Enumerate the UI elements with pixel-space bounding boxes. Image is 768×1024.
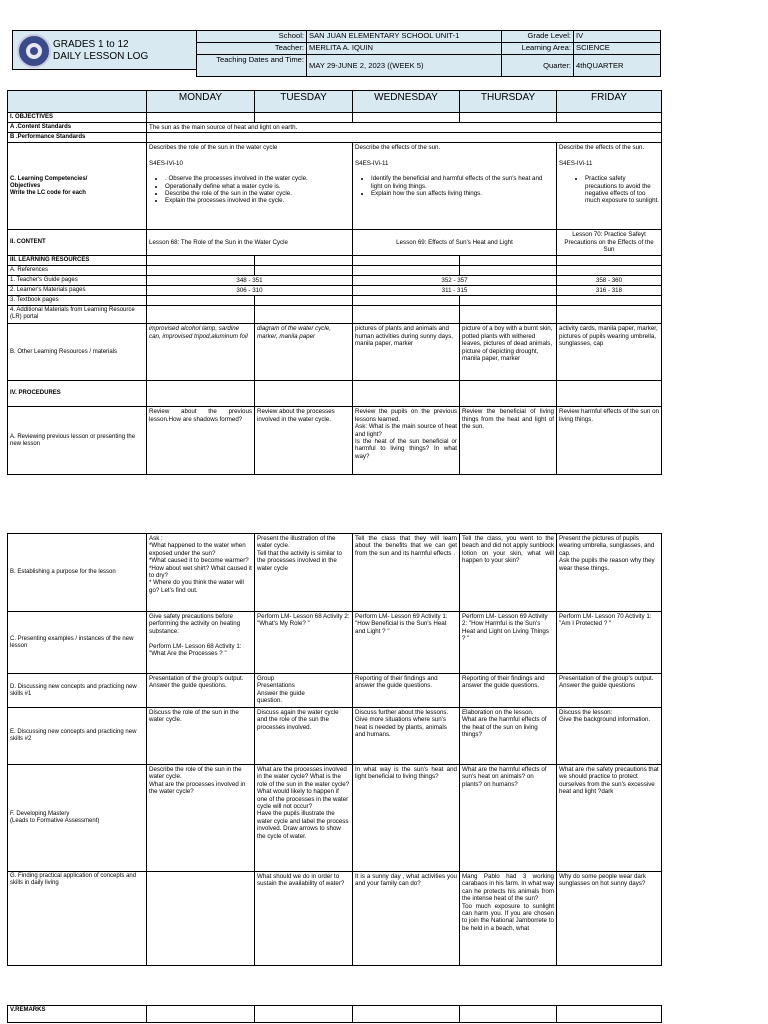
- tg-pages-wed-thu: 352 - 357: [353, 275, 557, 285]
- proc-e-fri: Discuss the lesson: Give the background information.: [557, 708, 662, 765]
- proc-f-wed: In what way is the sun's heat and light beneficial to living things?: [353, 765, 460, 872]
- competency-bullet: • Describe the role of the sun in the water cycle.: [165, 190, 350, 197]
- proc-c-mon: Give safety precautions before performing the activity on heating substance: Perform LM- Lesson 68 Activity 1: "What Are the Processes ? ": [147, 612, 255, 674]
- resources-heading: III. LEARNING RESOURCES: [8, 255, 147, 265]
- objectives-heading: I. OBJECTIVES: [8, 113, 147, 123]
- content-wed-thu: Lesson 69: Effects of Sun's Heat and Light: [353, 230, 557, 255]
- dates-value: MAY 29-JUNE 2, 2023 ((WEEK 5): [307, 55, 502, 77]
- area-label: Learning Area:: [502, 43, 574, 55]
- proc-a-label: A. Reviewing previous lesson or presenting the new lesson: [8, 407, 147, 475]
- proc-d-fri: Presentation of the group's output. Answer the guide questions: [557, 674, 662, 708]
- proc-d-thu: Reporting of their findings and answer the guide questions.: [460, 674, 557, 708]
- proc-c-wed: Perform LM- Lesson 69 Activity 1: "How Beneficial is the Sun's Heat and Light ? ": [353, 612, 460, 674]
- lm-pages-mon-tue: 306 - 310: [147, 286, 353, 296]
- proc-e-label: E. Discussing new concepts and practicing new skills #2: [8, 708, 147, 765]
- proc-g-thu: Mang Pablo had 3 working carabaos in his farm. In what way can he protects his animals from the intense heat of the sun? Too much exposure to sunlight can harm you. If you are chosen to join the National Jamborrete to be held in a beach, what: [460, 872, 557, 966]
- title-line-2: DAILY LESSON LOG: [53, 51, 149, 62]
- competency-code: S4ES-IVi-10: [149, 159, 183, 167]
- proc-e-tue: Discuss again the water cycle and the role of the sun the processes involved.: [255, 708, 353, 765]
- proc-b-thu: Tell the class, you went to the beach and did not apply sunblock lotion on your skin, what will happen to your skin?: [460, 534, 557, 612]
- competencies-label: C. Learning Competencies/ Objectives Write the LC code for each: [8, 143, 147, 230]
- proc-g-fri: Why do some people wear dark sunglasses on hot sunny days?: [557, 872, 662, 966]
- competency-desc: Describe the effects of the sun.: [559, 144, 645, 152]
- other-resources-wed: pictures of plants and animals and human activities during sunny days, manila paper, marker: [353, 324, 460, 381]
- grade-value: IV: [574, 31, 661, 43]
- tg-pages-mon-tue: 348 - 351: [147, 275, 353, 285]
- lesson-log-table-part2: [7, 533, 662, 966]
- proc-f-thu: What are the harmful effects of sun's heat on animals? on plants? on humans?: [460, 765, 557, 872]
- day-header-wednesday: WEDNESDAY: [353, 91, 460, 113]
- competency-code: S4ES-IVi-11: [559, 159, 593, 167]
- title-line-1: GRADES 1 to 12: [53, 39, 129, 50]
- quarter-label: Quarter:: [502, 55, 574, 77]
- other-resources-label: B. Other Learning Resources / materials: [8, 324, 147, 381]
- competency-bullet: • Explain the processes involved in the cycle.: [165, 197, 350, 204]
- content-label: II. CONTENT: [8, 230, 147, 255]
- proc-d-mon: Presentation of the group's output. Answer the guide questions.: [147, 674, 255, 708]
- header-info-table: [196, 30, 661, 77]
- content-standards-label: A .Content Standards: [8, 123, 147, 133]
- competency-bullet: • . Observe the processes involved in the water cycle.: [165, 175, 350, 182]
- other-resources-tue: diagram of the water cycle, marker, manila paper: [255, 324, 353, 381]
- content-mon-tue: Lesson 68: The Role of the Sun in the Water Cycle: [147, 230, 353, 255]
- procedures-heading: IV. PROCEDURES: [8, 381, 147, 407]
- competency-bullet: • Explain how the sun affects living things.: [371, 190, 554, 197]
- teacher-label: Teacher:: [197, 43, 307, 55]
- day-header-tuesday: TUESDAY: [255, 91, 353, 113]
- proc-a-thu: Review the beneficial of living things from the heat and light of the sun.: [460, 407, 557, 475]
- proc-c-fri: Perform LM- Lesson 70 Activity 1: "Am I Protected ? ": [557, 612, 662, 674]
- other-resources-thu: picture of a boy with a burnt skin, potted plants with withered leaves, pictures of dead animals, picture of depicting drought, manila paper, marker: [460, 324, 557, 381]
- proc-d-wed: Reporting of their findings and answer the guide questions.: [353, 674, 460, 708]
- additional-materials-label: 4. Additional Materials from Learning Resource (LR) portal: [8, 306, 147, 324]
- teacher-value: MERLITA A. IQUIN: [307, 43, 502, 55]
- competency-bullet: • Practice safety precautions to avoid the negative effects of too much exposure to sunlight.: [585, 175, 659, 205]
- competencies-fri: [557, 143, 662, 230]
- proc-d-label: D. Discussing new concepts and practicing new skills #1: [8, 674, 147, 708]
- area-value: SCIENCE: [574, 43, 661, 55]
- lm-pages-fri: 316 - 318: [557, 286, 662, 296]
- proc-g-label: G. Finding practical application of concepts and skills in daily living: [8, 872, 147, 966]
- day-header-thursday: THURSDAY: [460, 91, 557, 113]
- references-label: A. References: [8, 265, 147, 275]
- competency-desc: Describe the effects of the sun.: [355, 144, 441, 152]
- proc-b-fri: Present the pictures of pupils wearing umbrella, sunglasses, and cap. Ask the pupils the reason why they wear these things.: [557, 534, 662, 612]
- proc-b-mon: Ask : *What happened to the water when exposed under the sun? *What caused it to become warmer? *How about wet shirt? What caused it to dry? * Where do you think the water will go? Let's find out.: [147, 534, 255, 612]
- proc-a-tue: Review about the processes involved in the water cycle.: [255, 407, 353, 475]
- tg-pages-fri: 358 - 360: [557, 275, 662, 285]
- textbook-pages-label: 3. Textbook pages: [8, 296, 147, 306]
- remarks-label: V.REMARKS: [8, 1006, 147, 1023]
- proc-c-thu: Perform LM- Lesson 69 Activity 2: "How Harmful is the Sun's Heat and Light on Living Things ? ": [460, 612, 557, 674]
- proc-b-tue: Present the illustration of the water cycle. Tell that the activity is similar to the processes involved in the water cycle: [255, 534, 353, 612]
- proc-b-wed: Tell the class that they will learn about the benefits that we can get from the sun and its harmful effects .: [353, 534, 460, 612]
- proc-b-label: B. Establishing a purpose for the lesson: [8, 534, 147, 612]
- proc-e-thu: Elaboration on the lesson. What are the harmful effects of the heat of the sun on living things?: [460, 708, 557, 765]
- proc-a-wed: Review the pupils on the previous lessons learned. Ask: What is the main source of heat and light? Is the heat of the sun beneficial or harmful to living things? In what way?: [353, 407, 460, 475]
- corner-cell: [8, 91, 147, 113]
- dates-label: Teaching Dates and Time:: [197, 55, 307, 77]
- remarks-table: [7, 1005, 662, 1023]
- competency-code: S4ES-IVi-11: [355, 159, 389, 167]
- lm-pages-label: 2. Learner's Materials pages: [8, 286, 147, 296]
- header-title-box: [12, 30, 198, 70]
- competency-bullet: • Operationally define what a water cycle is.: [165, 183, 350, 190]
- proc-a-mon: Review about the previous lesson.How are shadows formed?: [147, 407, 255, 475]
- tg-pages-label: 1. Teacher's Guide pages: [8, 275, 147, 285]
- competencies-wed-thu: [353, 143, 557, 230]
- proc-f-fri: What are rhe safety precautions that we should practice to protect ourselves from the sun's excessive heat and light ?dark: [557, 765, 662, 872]
- lm-pages-wed-thu: 311 - 315: [353, 286, 557, 296]
- day-header-row: [8, 91, 662, 113]
- proc-f-mon: Describe the role of the sun in the water cycle. What are the processes involved in the water cycle?: [147, 765, 255, 872]
- day-header-friday: FRIDAY: [557, 91, 662, 113]
- proc-e-wed: Discuss further about the lessons. Give more situations where sun's heat is needed by plants, animals and humans.: [353, 708, 460, 765]
- proc-f-label: F. Developing Mastery (Leads to Formative Assessment): [8, 765, 147, 872]
- other-resources-fri: activity cards, manila paper, marker, pictures of pupils wearing umbrella, sunglasses, cap: [557, 324, 662, 381]
- competencies-mon-tue: [147, 143, 353, 230]
- quarter-value: 4thQUARTER: [574, 55, 661, 77]
- proc-g-wed: It is a sunny day , what activities you and your family can do?: [353, 872, 460, 966]
- proc-g-tue: What should we do in order to sustain the availability of water?: [255, 872, 353, 966]
- deped-seal-icon: [17, 34, 51, 68]
- log-title: [53, 39, 148, 63]
- other-resources-mon: improvised alcohol lamp, sardine can, improvised tripod,aluminum foil: [147, 324, 255, 381]
- competency-desc: Describes the role of the sun in the water cycle: [149, 144, 278, 152]
- school-label: School:: [197, 31, 307, 43]
- grade-label: Grade Level:: [502, 31, 574, 43]
- content-standards-value: The sun as the main source of heat and light on earth.: [147, 123, 662, 133]
- content-fri: Lesson 70: Practice Safeyt Precautions on the Effects of the Sun: [557, 230, 662, 255]
- proc-e-mon: Discuss the role of the sun in the water cycle.: [147, 708, 255, 765]
- competency-bullet: • Identify the beneficial and harmful effects of the sun's heat and light on living things.: [371, 175, 554, 190]
- proc-g-mon: [147, 872, 255, 966]
- proc-d-tue: Group Presentations Answer the guide question.: [255, 674, 353, 708]
- performance-standards-label: B .Performance Standards: [8, 133, 147, 143]
- lesson-log-table-part1: [7, 90, 662, 475]
- proc-c-label: C. Presenting examples / instances of the new lesson: [8, 612, 147, 674]
- day-header-monday: MONDAY: [147, 91, 255, 113]
- proc-f-tue: What are the processes involved in the water cycle? What is the role of the sun in the water cycle? What would likely to happen if one of the processes in the water cycle will not occur? Have the pupils illustrate the water cycle and label the process involved. Draw arrows to show the cycle of water.: [255, 765, 353, 872]
- proc-a-fri: Review harmful effects of the sun on living things.: [557, 407, 662, 475]
- proc-c-tue: Perform LM- Lesson 68 Activity 2: "What's My Role? ": [255, 612, 353, 674]
- school-value: SAN JUAN ELEMENTARY SCHOOL UNIT-1: [307, 31, 502, 43]
